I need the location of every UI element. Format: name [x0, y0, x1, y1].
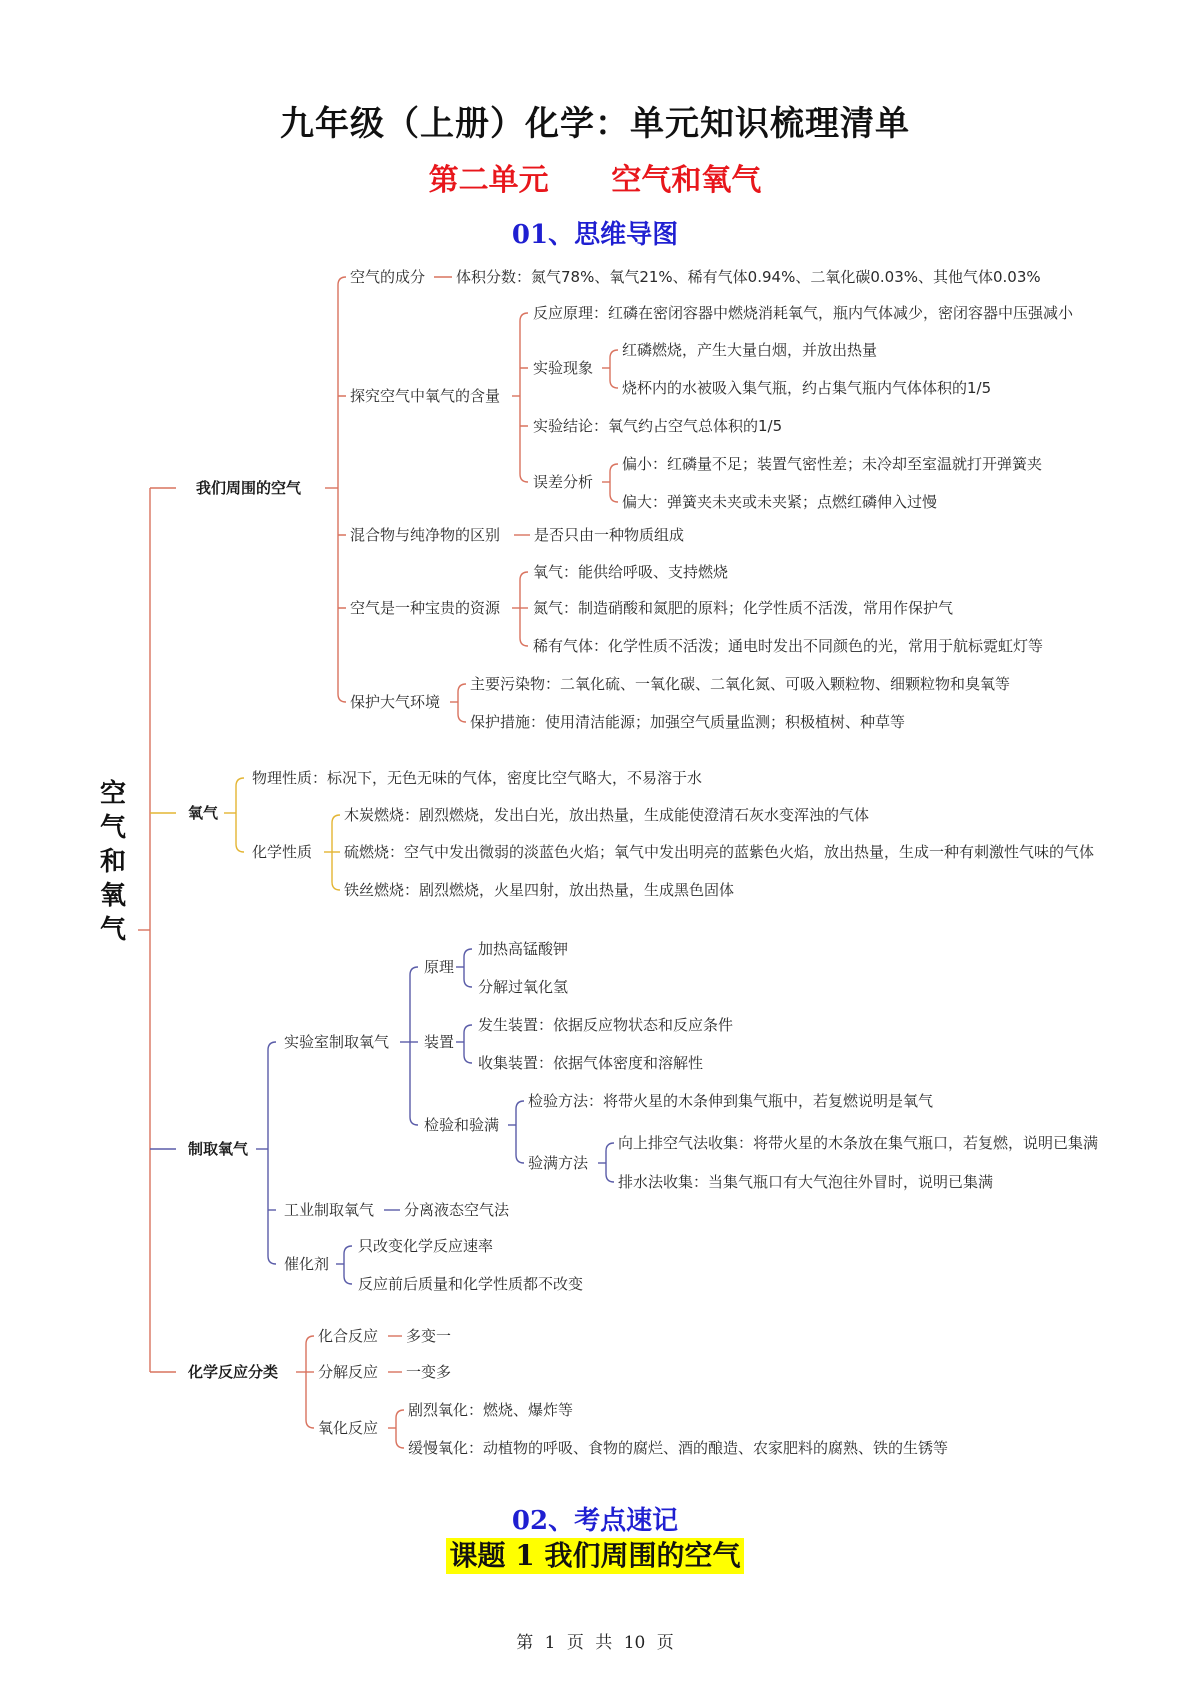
check-full-label: 验满方法	[528, 1154, 589, 1172]
oxygen-physical: 物理性质：标况下，无色无味的气体，密度比空气略大，不易溶于水	[252, 769, 703, 787]
prepare-catalyst-label: 催化剂	[284, 1255, 330, 1273]
prepare-industry-text: 分离液态空气法	[404, 1201, 510, 1219]
reaction-decomposition-label: 分解反应	[318, 1363, 379, 1381]
chemical-item-1: 木炭燃烧：剧烈燃烧，发出白光，放出热量，生成能使澄清石灰水变浑浊的气体	[344, 806, 870, 824]
prepare-lab-label: 实验室制取氧气	[284, 1033, 390, 1051]
oxidation-item-1: 剧烈氧化：燃烧、爆炸等	[408, 1401, 574, 1419]
lesson-title-text: 课题 1 我们周围的空气	[446, 1538, 745, 1574]
lab-check-label: 检验和验满	[424, 1116, 500, 1134]
protect-item-2: 保护措施：使用清洁能源；加强空气质量监测；积极植树、种草等	[470, 713, 906, 731]
branch-oxygen: 氧气	[188, 804, 219, 822]
catalyst-item-2: 反应前后质量和化学性质都不改变	[358, 1275, 584, 1293]
air-resource-label: 空气是一种宝贵的资源	[350, 599, 501, 617]
prepare-industry-label: 工业制取氧气	[284, 1201, 375, 1219]
branch-prepare: 制取氧气	[188, 1140, 249, 1158]
branch-reaction: 化学反应分类	[188, 1363, 279, 1381]
catalyst-item-1: 只改变化学反应速率	[358, 1237, 494, 1255]
chemical-item-2: 硫燃烧：空气中发出微弱的淡蓝色火焰；氧气中发出明亮的蓝紫色火焰，放出热量，生成一种有刺激性气味的气体	[344, 843, 1095, 861]
air-explore-label: 探究空气中氧气的含量	[350, 387, 501, 405]
phenomenon-item-2: 烧杯内的水被吸入集气瓶，约占集气瓶内气体体积的1/5	[622, 379, 992, 397]
check-full-item-2: 排水法收集：当集气瓶口有大气泡往外冒时，说明已集满	[618, 1173, 994, 1191]
page-footer: 第 1 页 共 10 页	[516, 1633, 674, 1653]
explore-conclusion: 实验结论：氧气约占空气总体积的1/5	[533, 417, 783, 435]
section-title-keypoints: 02、考点速记	[511, 1506, 679, 1536]
air-mixture-text: 是否只由一种物质组成	[534, 526, 685, 544]
reaction-combination-text: 多变一	[406, 1327, 452, 1345]
lab-principle-label: 原理	[424, 958, 455, 976]
lab-device-label: 装置	[424, 1033, 455, 1051]
section-title-mindmap: 01、思维导图	[511, 220, 679, 250]
explore-error-label: 误差分析	[533, 473, 594, 491]
check-full-item-1: 向上排空气法收集：将带火星的木条放在集气瓶口，若复燃，说明已集满	[618, 1134, 1099, 1152]
error-item-1: 偏小：红磷量不足；装置气密性差；未冷却至室温就打开弹簧夹	[622, 455, 1043, 473]
air-mixture-label: 混合物与纯净物的区别	[350, 526, 501, 544]
root-char: 氧	[100, 881, 127, 911]
root-char: 空	[100, 779, 127, 809]
reaction-oxidation-label: 氧化反应	[318, 1419, 379, 1437]
resource-item-2: 氮气：制造硝酸和氮肥的原料；化学性质不活泼，常用作保护气	[533, 599, 954, 617]
air-protect-label: 保护大气环境	[350, 693, 441, 711]
explore-phenomenon-label: 实验现象	[533, 359, 594, 377]
resource-item-1: 氧气：能供给呼吸、支持燃烧	[533, 563, 729, 581]
unit-title: 第二单元 空气和氧气	[428, 163, 762, 198]
chemical-item-3: 铁丝燃烧：剧烈燃烧，火星四射，放出热量，生成黑色固体	[344, 881, 735, 899]
lesson-title	[0, 1538, 1190, 1574]
reaction-decomposition-text: 一变多	[406, 1363, 452, 1381]
mindmap-root	[100, 778, 126, 945]
check-test: 检验方法：将带火星的木条伸到集气瓶中，若复燃说明是氧气	[528, 1092, 934, 1110]
air-composition-text: 体积分数：氮气78%、氧气21%、稀有气体0.94%、二氧化碳0.03%、其他气体0.03%	[456, 268, 1041, 286]
lab-device-item-2: 收集装置：依据气体密度和溶解性	[478, 1054, 704, 1072]
phenomenon-item-1: 红磷燃烧，产生大量白烟，并放出热量	[622, 341, 878, 359]
oxidation-item-2: 缓慢氧化：动植物的呼吸、食物的腐烂、酒的酿造、农家肥料的腐熟、铁的生锈等	[408, 1439, 949, 1457]
protect-item-1: 主要污染物：二氧化硫、一氧化碳、二氧化氮、可吸入颗粒物、细颗粒物和臭氧等	[470, 675, 1011, 693]
explore-principle: 反应原理：红磷在密闭容器中燃烧消耗氧气，瓶内气体减少，密闭容器中压强减小	[533, 304, 1074, 322]
root-char: 和	[100, 847, 127, 877]
resource-item-3: 稀有气体：化学性质不活泼；通电时发出不同颜色的光，常用于航标霓虹灯等	[533, 637, 1044, 655]
branch-air: 我们周围的空气	[196, 479, 302, 497]
lab-device-item-1: 发生装置：依据反应物状态和反应条件	[478, 1016, 734, 1034]
air-composition-label: 空气的成分	[350, 268, 426, 286]
root-char: 气	[100, 813, 127, 843]
reaction-combination-label: 化合反应	[318, 1327, 379, 1345]
root-char: 气	[100, 915, 127, 945]
lab-principle-item-1: 加热高锰酸钾	[478, 940, 569, 958]
lab-principle-item-2: 分解过氧化氢	[478, 978, 569, 996]
error-item-2: 偏大：弹簧夹未夹或未夹紧；点燃红磷伸入过慢	[622, 493, 938, 511]
oxygen-chemical-label: 化学性质	[252, 843, 313, 861]
page-title: 九年级（上册）化学：单元知识梳理清单	[280, 104, 910, 144]
